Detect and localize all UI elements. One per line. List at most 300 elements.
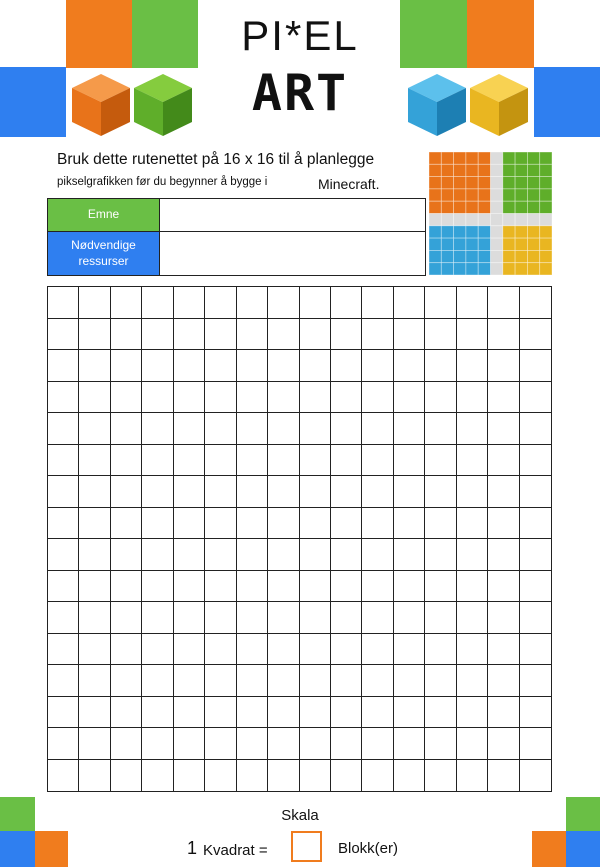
grid-cell[interactable] (237, 760, 268, 792)
grid-cell[interactable] (362, 634, 393, 666)
grid-cell[interactable] (457, 634, 488, 666)
grid-cell[interactable] (331, 760, 362, 792)
grid-cell[interactable] (362, 413, 393, 445)
grid-cell[interactable] (300, 445, 331, 477)
grid-cell[interactable] (48, 413, 79, 445)
grid-cell[interactable] (48, 697, 79, 729)
grid-cell[interactable] (111, 350, 142, 382)
grid-cell[interactable] (111, 665, 142, 697)
grid-cell[interactable] (362, 602, 393, 634)
grid-cell[interactable] (331, 697, 362, 729)
grid-cell[interactable] (362, 760, 393, 792)
grid-cell[interactable] (142, 634, 173, 666)
grid-cell[interactable] (394, 382, 425, 414)
resources-label: Nødvendige ressurser (48, 232, 160, 275)
grid-cell[interactable] (79, 319, 110, 351)
grid-cell[interactable] (237, 508, 268, 540)
grid-cell[interactable] (425, 382, 456, 414)
grid-cell[interactable] (48, 382, 79, 414)
grid-cell[interactable] (142, 350, 173, 382)
grid-cell[interactable] (48, 350, 79, 382)
pixel-mosaic-icon (429, 152, 552, 275)
mosaic-pixel (515, 177, 527, 189)
mosaic-pixel (466, 164, 478, 176)
grid-cell[interactable] (111, 634, 142, 666)
grid-cell[interactable] (268, 571, 299, 603)
mosaic-pixel (515, 152, 527, 164)
grid-cell[interactable] (79, 760, 110, 792)
grid-cell[interactable] (142, 760, 173, 792)
grid-cell[interactable] (457, 319, 488, 351)
grid-cell[interactable] (362, 476, 393, 508)
grid-cell[interactable] (237, 476, 268, 508)
grid-cell[interactable] (300, 319, 331, 351)
grid-cell[interactable] (425, 476, 456, 508)
grid-cell[interactable] (111, 445, 142, 477)
mosaic-pixel (503, 250, 515, 262)
grid-cell[interactable] (174, 445, 205, 477)
grid-cell[interactable] (488, 760, 519, 792)
grid-cell[interactable] (174, 760, 205, 792)
grid-cell[interactable] (48, 287, 79, 319)
grid-cell[interactable] (268, 382, 299, 414)
grid-cell[interactable] (300, 350, 331, 382)
grid-cell[interactable] (142, 602, 173, 634)
grid-cell[interactable] (362, 728, 393, 760)
grid-cell[interactable] (268, 287, 299, 319)
grid-cell[interactable] (394, 571, 425, 603)
grid-cell[interactable] (174, 413, 205, 445)
grid-cell[interactable] (520, 665, 551, 697)
grid-cell[interactable] (48, 571, 79, 603)
mosaic-pixel (503, 214, 515, 226)
grid-cell[interactable] (205, 760, 236, 792)
grid-cell[interactable] (237, 697, 268, 729)
grid-cell[interactable] (205, 287, 236, 319)
grid-cell[interactable] (520, 445, 551, 477)
grid-cell[interactable] (268, 602, 299, 634)
grid-cell[interactable] (111, 728, 142, 760)
mosaic-pixel (454, 238, 466, 250)
mosaic-pixel (466, 250, 478, 262)
grid-cell[interactable] (394, 634, 425, 666)
mosaic-pixel (441, 263, 453, 275)
grid-cell[interactable] (331, 413, 362, 445)
grid-cell[interactable] (488, 539, 519, 571)
grid-cell[interactable] (174, 287, 205, 319)
grid-cell[interactable] (174, 382, 205, 414)
grid-cell[interactable] (142, 382, 173, 414)
grid-cell[interactable] (425, 602, 456, 634)
grid-cell[interactable] (111, 508, 142, 540)
grid-cell[interactable] (425, 539, 456, 571)
grid-cell[interactable] (205, 382, 236, 414)
grid-cell[interactable] (300, 602, 331, 634)
grid-cell[interactable] (457, 445, 488, 477)
grid-cell[interactable] (111, 697, 142, 729)
grid-cell[interactable] (520, 634, 551, 666)
grid-cell[interactable] (237, 287, 268, 319)
grid-cell[interactable] (362, 508, 393, 540)
grid-cell[interactable] (205, 445, 236, 477)
grid-cell[interactable] (268, 728, 299, 760)
grid-cell[interactable] (268, 539, 299, 571)
grid-cell[interactable] (362, 445, 393, 477)
grid-cell[interactable] (174, 319, 205, 351)
grid-cell[interactable] (111, 287, 142, 319)
grid-cell[interactable] (520, 287, 551, 319)
grid-cell[interactable] (394, 760, 425, 792)
grid-cell[interactable] (488, 571, 519, 603)
grid-cell[interactable] (425, 287, 456, 319)
grid-cell[interactable] (425, 697, 456, 729)
mosaic-pixel (441, 189, 453, 201)
grid-cell[interactable] (362, 287, 393, 319)
grid-cell[interactable] (331, 634, 362, 666)
grid-cell[interactable] (331, 476, 362, 508)
top-right-blue-tile (534, 67, 600, 137)
grid-cell[interactable] (394, 319, 425, 351)
grid-cell[interactable] (48, 634, 79, 666)
grid-cell[interactable] (331, 665, 362, 697)
grid-cell[interactable] (394, 539, 425, 571)
grid-cell[interactable] (457, 287, 488, 319)
grid-cell[interactable] (142, 319, 173, 351)
grid-cell[interactable] (48, 760, 79, 792)
grid-cell[interactable] (205, 665, 236, 697)
grid-cell[interactable] (142, 665, 173, 697)
grid-cell[interactable] (142, 508, 173, 540)
grid-cell[interactable] (300, 760, 331, 792)
grid-cell[interactable] (268, 445, 299, 477)
grid-cell[interactable] (79, 382, 110, 414)
grid-cell[interactable] (520, 476, 551, 508)
grid-cell[interactable] (48, 445, 79, 477)
grid-cell[interactable] (268, 413, 299, 445)
grid-cell[interactable] (425, 634, 456, 666)
grid-cell[interactable] (237, 665, 268, 697)
grid-cell[interactable] (79, 728, 110, 760)
mosaic-pixel (429, 226, 441, 238)
grid-cell[interactable] (79, 350, 110, 382)
grid-cell[interactable] (300, 539, 331, 571)
grid-cell[interactable] (394, 665, 425, 697)
grid-cell[interactable] (268, 319, 299, 351)
grid-cell[interactable] (425, 665, 456, 697)
grid-cell[interactable] (300, 382, 331, 414)
grid-cell[interactable] (237, 319, 268, 351)
grid-cell[interactable] (142, 728, 173, 760)
grid-cell[interactable] (300, 287, 331, 319)
top-left-blue-tile (0, 67, 66, 137)
yellow-block-icon (470, 74, 528, 136)
grid-cell[interactable] (300, 728, 331, 760)
top-left-green-tile (132, 0, 198, 68)
grid-cell[interactable] (520, 413, 551, 445)
grid-cell[interactable] (111, 760, 142, 792)
grid-cell[interactable] (362, 319, 393, 351)
grid-cell[interactable] (362, 382, 393, 414)
grid-cell[interactable] (142, 445, 173, 477)
grid-cell[interactable] (205, 697, 236, 729)
mosaic-pixel (441, 238, 453, 250)
grid-cell[interactable] (142, 571, 173, 603)
grid-cell[interactable] (331, 539, 362, 571)
mosaic-pixel (540, 226, 552, 238)
grid-cell[interactable] (79, 602, 110, 634)
grid-cell[interactable] (520, 382, 551, 414)
title-art: ART (251, 64, 349, 122)
grid-cell[interactable] (48, 728, 79, 760)
grid-cell[interactable] (394, 476, 425, 508)
mosaic-pixel (491, 152, 503, 164)
grid-cell[interactable] (174, 634, 205, 666)
grid-cell[interactable] (268, 697, 299, 729)
mosaic-pixel (466, 177, 478, 189)
grid-cell[interactable] (48, 665, 79, 697)
grid-cell[interactable] (394, 413, 425, 445)
grid-cell[interactable] (79, 413, 110, 445)
grid-cell[interactable] (331, 602, 362, 634)
grid-cell[interactable] (394, 697, 425, 729)
grid-cell[interactable] (488, 413, 519, 445)
grid-cell[interactable] (520, 571, 551, 603)
grid-cell[interactable] (425, 350, 456, 382)
grid-cell[interactable] (111, 382, 142, 414)
pixel-grid[interactable] (47, 286, 552, 792)
grid-cell[interactable] (457, 382, 488, 414)
grid-cell[interactable] (488, 665, 519, 697)
grid-cell[interactable] (331, 571, 362, 603)
grid-cell[interactable] (79, 571, 110, 603)
mosaic-pixel (515, 226, 527, 238)
grid-cell[interactable] (237, 445, 268, 477)
grid-cell[interactable] (237, 413, 268, 445)
grid-cell[interactable] (268, 665, 299, 697)
grid-cell[interactable] (111, 319, 142, 351)
grid-cell[interactable] (174, 602, 205, 634)
grid-cell[interactable] (457, 665, 488, 697)
grid-cell[interactable] (362, 539, 393, 571)
mosaic-pixel (503, 152, 515, 164)
scale-blocks-input-box[interactable] (291, 831, 322, 862)
grid-cell[interactable] (425, 571, 456, 603)
grid-cell[interactable] (331, 287, 362, 319)
grid-cell[interactable] (300, 697, 331, 729)
grid-cell[interactable] (520, 760, 551, 792)
grid-cell[interactable] (488, 445, 519, 477)
grid-cell[interactable] (457, 697, 488, 729)
mosaic-pixel (540, 177, 552, 189)
grid-cell[interactable] (205, 602, 236, 634)
grid-cell[interactable] (237, 539, 268, 571)
grid-cell[interactable] (111, 413, 142, 445)
grid-cell[interactable] (174, 665, 205, 697)
grid-cell[interactable] (174, 539, 205, 571)
grid-cell[interactable] (362, 697, 393, 729)
grid-cell[interactable] (205, 728, 236, 760)
grid-cell[interactable] (331, 508, 362, 540)
grid-cell[interactable] (520, 350, 551, 382)
grid-cell[interactable] (488, 728, 519, 760)
grid-cell[interactable] (331, 350, 362, 382)
grid-cell[interactable] (300, 476, 331, 508)
grid-cell[interactable] (457, 508, 488, 540)
grid-cell[interactable] (520, 539, 551, 571)
grid-cell[interactable] (174, 697, 205, 729)
grid-cell[interactable] (268, 760, 299, 792)
grid-cell[interactable] (488, 476, 519, 508)
grid-cell[interactable] (268, 476, 299, 508)
mosaic-pixel (515, 189, 527, 201)
grid-cell[interactable] (331, 445, 362, 477)
mosaic-pixel (491, 226, 503, 238)
grid-cell[interactable] (394, 602, 425, 634)
grid-cell[interactable] (457, 350, 488, 382)
grid-cell[interactable] (142, 539, 173, 571)
grid-cell[interactable] (48, 602, 79, 634)
grid-cell[interactable] (300, 634, 331, 666)
grid-cell[interactable] (425, 760, 456, 792)
grid-cell[interactable] (394, 287, 425, 319)
grid-cell[interactable] (142, 413, 173, 445)
grid-cell[interactable] (174, 728, 205, 760)
grid-cell[interactable] (457, 760, 488, 792)
grid-cell[interactable] (300, 571, 331, 603)
grid-cell[interactable] (142, 697, 173, 729)
grid-cell[interactable] (362, 571, 393, 603)
grid-cell[interactable] (488, 287, 519, 319)
grid-cell[interactable] (331, 382, 362, 414)
grid-cell[interactable] (520, 697, 551, 729)
grid-cell[interactable] (425, 413, 456, 445)
mosaic-pixel (466, 201, 478, 213)
grid-cell[interactable] (362, 665, 393, 697)
grid-cell[interactable] (425, 728, 456, 760)
bottom-right-orange-tile (532, 831, 566, 867)
grid-cell[interactable] (425, 445, 456, 477)
grid-cell[interactable] (362, 350, 393, 382)
instruction-line-2: pikselgrafikken før du begynner å bygge i (57, 176, 268, 188)
grid-cell[interactable] (331, 319, 362, 351)
grid-cell[interactable] (79, 508, 110, 540)
grid-cell[interactable] (394, 445, 425, 477)
grid-cell[interactable] (79, 697, 110, 729)
mosaic-pixel (503, 238, 515, 250)
grid-cell[interactable] (237, 728, 268, 760)
grid-cell[interactable] (488, 382, 519, 414)
grid-cell[interactable] (205, 634, 236, 666)
grid-cell[interactable] (268, 508, 299, 540)
grid-cell[interactable] (205, 508, 236, 540)
grid-cell[interactable] (488, 319, 519, 351)
grid-cell[interactable] (174, 476, 205, 508)
grid-cell[interactable] (268, 350, 299, 382)
grid-cell[interactable] (520, 728, 551, 760)
grid-cell[interactable] (457, 571, 488, 603)
grid-cell[interactable] (457, 476, 488, 508)
grid-cell[interactable] (205, 319, 236, 351)
grid-cell[interactable] (488, 634, 519, 666)
grid-cell[interactable] (520, 602, 551, 634)
grid-cell[interactable] (205, 350, 236, 382)
mosaic-pixel (454, 189, 466, 201)
grid-cell[interactable] (174, 571, 205, 603)
grid-cell[interactable] (457, 602, 488, 634)
grid-cell[interactable] (394, 508, 425, 540)
grid-cell[interactable] (205, 413, 236, 445)
grid-cell[interactable] (205, 571, 236, 603)
grid-cell[interactable] (111, 602, 142, 634)
scale-number: 1 (187, 838, 198, 858)
grid-cell[interactable] (142, 476, 173, 508)
grid-cell[interactable] (111, 571, 142, 603)
grid-cell[interactable] (520, 508, 551, 540)
grid-cell[interactable] (142, 287, 173, 319)
grid-cell[interactable] (300, 665, 331, 697)
grid-cell[interactable] (237, 382, 268, 414)
grid-cell[interactable] (331, 728, 362, 760)
grid-cell[interactable] (48, 476, 79, 508)
grid-cell[interactable] (79, 539, 110, 571)
mosaic-pixel (527, 250, 539, 262)
grid-cell[interactable] (457, 539, 488, 571)
grid-cell[interactable] (268, 634, 299, 666)
grid-cell[interactable] (394, 728, 425, 760)
grid-cell[interactable] (79, 445, 110, 477)
grid-cell[interactable] (237, 571, 268, 603)
grid-cell[interactable] (457, 413, 488, 445)
subject-field[interactable] (160, 199, 425, 231)
grid-cell[interactable] (205, 539, 236, 571)
grid-cell[interactable] (488, 602, 519, 634)
grid-cell[interactable] (488, 697, 519, 729)
mosaic-pixel (478, 226, 490, 238)
grid-cell[interactable] (520, 319, 551, 351)
grid-cell[interactable] (48, 539, 79, 571)
grid-cell[interactable] (79, 287, 110, 319)
mosaic-pixel (466, 189, 478, 201)
grid-cell[interactable] (174, 350, 205, 382)
grid-cell[interactable] (457, 728, 488, 760)
grid-cell[interactable] (300, 508, 331, 540)
grid-cell[interactable] (48, 319, 79, 351)
grid-cell[interactable] (425, 319, 456, 351)
grid-cell[interactable] (79, 665, 110, 697)
mosaic-pixel (540, 263, 552, 275)
grid-cell[interactable] (174, 508, 205, 540)
grid-cell[interactable] (237, 350, 268, 382)
grid-cell[interactable] (488, 350, 519, 382)
grid-cell[interactable] (111, 539, 142, 571)
grid-cell[interactable] (79, 634, 110, 666)
grid-cell[interactable] (205, 476, 236, 508)
grid-cell[interactable] (48, 508, 79, 540)
grid-cell[interactable] (237, 602, 268, 634)
grid-cell[interactable] (111, 476, 142, 508)
grid-cell[interactable] (425, 508, 456, 540)
mosaic-pixel (515, 164, 527, 176)
grid-cell[interactable] (79, 476, 110, 508)
grid-cell[interactable] (300, 413, 331, 445)
mosaic-pixel (466, 214, 478, 226)
grid-cell[interactable] (488, 508, 519, 540)
grid-cell[interactable] (394, 350, 425, 382)
resources-field[interactable] (160, 232, 425, 275)
orange-block-icon (72, 74, 130, 136)
mosaic-pixel (527, 263, 539, 275)
grid-cell[interactable] (237, 634, 268, 666)
